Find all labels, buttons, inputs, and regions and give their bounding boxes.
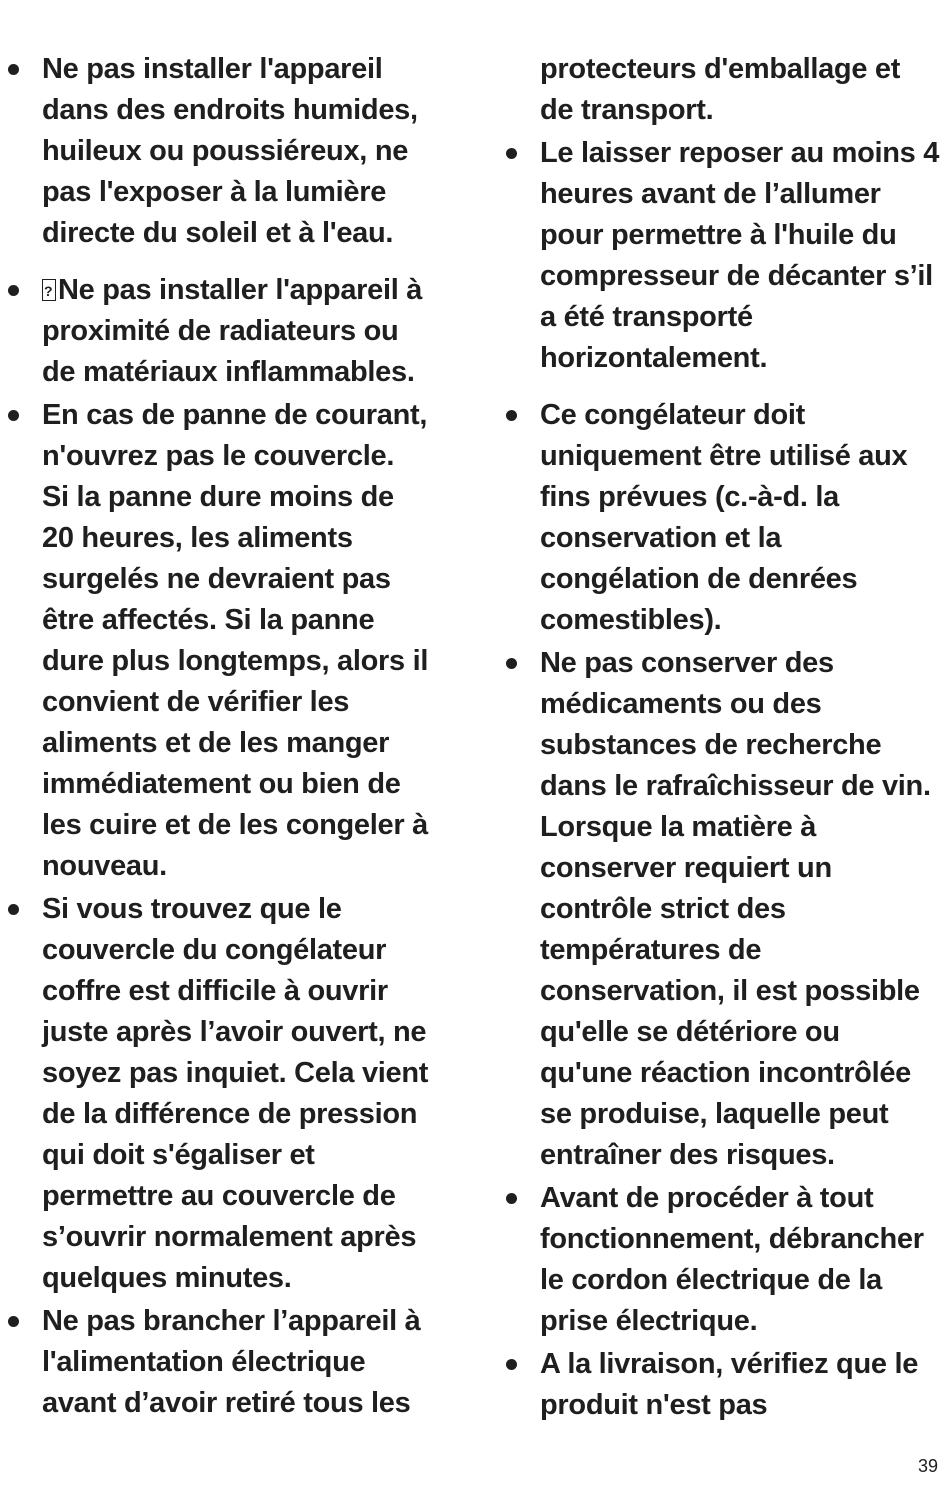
bullet-item-delivery-check	[498, 1344, 946, 1426]
text-fragment: Ne pas installer l'appareil à	[58, 274, 423, 306]
bullet-item-plug-in	[0, 1301, 455, 1424]
text-line: substances de recherche	[540, 729, 882, 761]
text-line: Ce congélateur doit	[540, 399, 805, 431]
text-line: prise électrique.	[540, 1305, 758, 1337]
text-line: contrôle strict des	[540, 893, 786, 925]
text-line: s’ouvrir normalement après	[42, 1221, 417, 1253]
text-line: conservation, il est possible	[540, 975, 920, 1007]
bullet-item-radiators	[0, 270, 455, 393]
text-line: être affectés. Si la panne	[42, 604, 375, 636]
text-line: uniquement être utilisé aux	[540, 440, 908, 472]
bullet-icon	[8, 64, 19, 75]
text-line: Ne pas conserver des	[540, 647, 834, 679]
text-line: immédiatement ou bien de	[42, 768, 401, 800]
text-line: Le laisser reposer au moins 4	[540, 137, 940, 169]
text-line: qu'une réaction incontrôlée	[540, 1057, 912, 1089]
text-line: juste après l’avoir ouvert, ne	[42, 1016, 427, 1048]
text-line: Ne pas brancher l’appareil à	[42, 1305, 421, 1337]
bullet-item-rest-before-start	[498, 133, 946, 379]
text-line: de transport.	[540, 94, 714, 126]
text-line: les cuire et de les congeler à	[42, 809, 428, 841]
text-line: a été transporté	[540, 301, 753, 333]
text-line: le cordon électrique de la	[540, 1264, 882, 1296]
text-line: Si la panne dure moins de	[42, 481, 394, 513]
text-line: dans le rafraîchisseur de vin.	[540, 770, 931, 802]
text-line: l'alimentation électrique	[42, 1346, 366, 1378]
text-line: dure plus longtemps, alors il	[42, 645, 429, 677]
text-line	[42, 270, 455, 311]
bullet-icon	[8, 285, 19, 296]
text-line: avant d’avoir retiré tous les	[42, 1387, 411, 1419]
text-line: entraîner des risques.	[540, 1139, 835, 1171]
text-line: convient de vérifier les	[42, 686, 350, 718]
left-column	[0, 49, 455, 1424]
bullet-item-unplug	[498, 1178, 946, 1342]
text-line: produit n'est pas	[540, 1389, 768, 1421]
text-line: conserver requiert un	[540, 852, 832, 884]
bullet-icon	[506, 1359, 517, 1370]
text-line: couvercle du congélateur	[42, 934, 387, 966]
text-line: qu'elle se détériore ou	[540, 1016, 840, 1048]
bullet-icon	[506, 410, 517, 421]
text-line: dans des endroits humides,	[42, 94, 418, 126]
text-line: permettre au couvercle de	[42, 1180, 396, 1212]
text-line: Lorsque la matière à	[540, 811, 817, 843]
bullet-item-humid-locations	[0, 49, 455, 254]
text-line: heures avant de l’allumer	[540, 178, 881, 210]
bullet-item-no-medication	[498, 643, 946, 1176]
text-line: fins prévues (c.-à-d. la	[540, 481, 839, 513]
text-line: surgelés ne devraient pas	[42, 563, 391, 595]
text-line: n'ouvrez pas le couvercle.	[42, 440, 395, 472]
text-line: qui doit s'égaliser et	[42, 1139, 315, 1171]
text-line: huileux ou poussiéreux, ne	[42, 135, 409, 167]
bullet-icon	[8, 1316, 19, 1327]
spacer	[0, 254, 455, 270]
text-line: horizontalement.	[540, 342, 768, 374]
text-line: aliments et de les manger	[42, 727, 390, 759]
text-line: pas l'exposer à la lumière	[42, 176, 387, 208]
text-line: nouveau.	[42, 850, 167, 882]
bullet-icon	[506, 148, 517, 159]
text-line: compresseur de décanter s’il	[540, 260, 933, 292]
text-line: Ne pas installer l'appareil	[42, 53, 383, 85]
text-line: En cas de panne de courant,	[42, 399, 428, 431]
continued-text	[498, 49, 946, 131]
text-line: se produise, laquelle peut	[540, 1098, 889, 1130]
text-line: médicaments ou des	[540, 688, 822, 720]
text-line: 20 heures, les aliments	[42, 522, 353, 554]
bullet-icon	[8, 904, 19, 915]
text-line: directe du soleil et à l'eau.	[42, 217, 394, 249]
bullet-item-power-outage	[0, 395, 455, 887]
text-line: de la différence de pression	[42, 1098, 418, 1130]
text-line: comestibles).	[540, 604, 722, 636]
text-line: températures de	[540, 934, 762, 966]
text-line: congélation de denrées	[540, 563, 858, 595]
text-line: conservation et la	[540, 522, 782, 554]
bullet-icon	[8, 410, 19, 421]
text-line: quelques minutes.	[42, 1262, 292, 1294]
text-line: A la livraison, vérifiez que le	[540, 1348, 919, 1380]
text-line: proximité de radiateurs ou	[42, 315, 399, 347]
page-number: 39	[917, 1456, 938, 1476]
text-line: protecteurs d'emballage et	[540, 53, 901, 85]
text-line: Si vous trouvez que le	[42, 893, 342, 925]
text-line: pour permettre à l'huile du	[540, 219, 897, 251]
text-line: Avant de procéder à tout	[540, 1182, 874, 1214]
text-line: de matériaux inflammables.	[42, 356, 415, 388]
text-line: coffre est difficile à ouvrir	[42, 975, 388, 1007]
right-column	[498, 49, 946, 1426]
bullet-icon	[506, 658, 517, 669]
text-line: soyez pas inquiet. Cela vient	[42, 1057, 429, 1089]
missing-glyph-icon	[42, 279, 56, 301]
spacer	[498, 379, 946, 395]
bullet-item-intended-use	[498, 395, 946, 641]
bullet-icon	[506, 1193, 517, 1204]
bullet-item-lid-pressure	[0, 889, 455, 1299]
text-line: fonctionnement, débrancher	[540, 1223, 924, 1255]
